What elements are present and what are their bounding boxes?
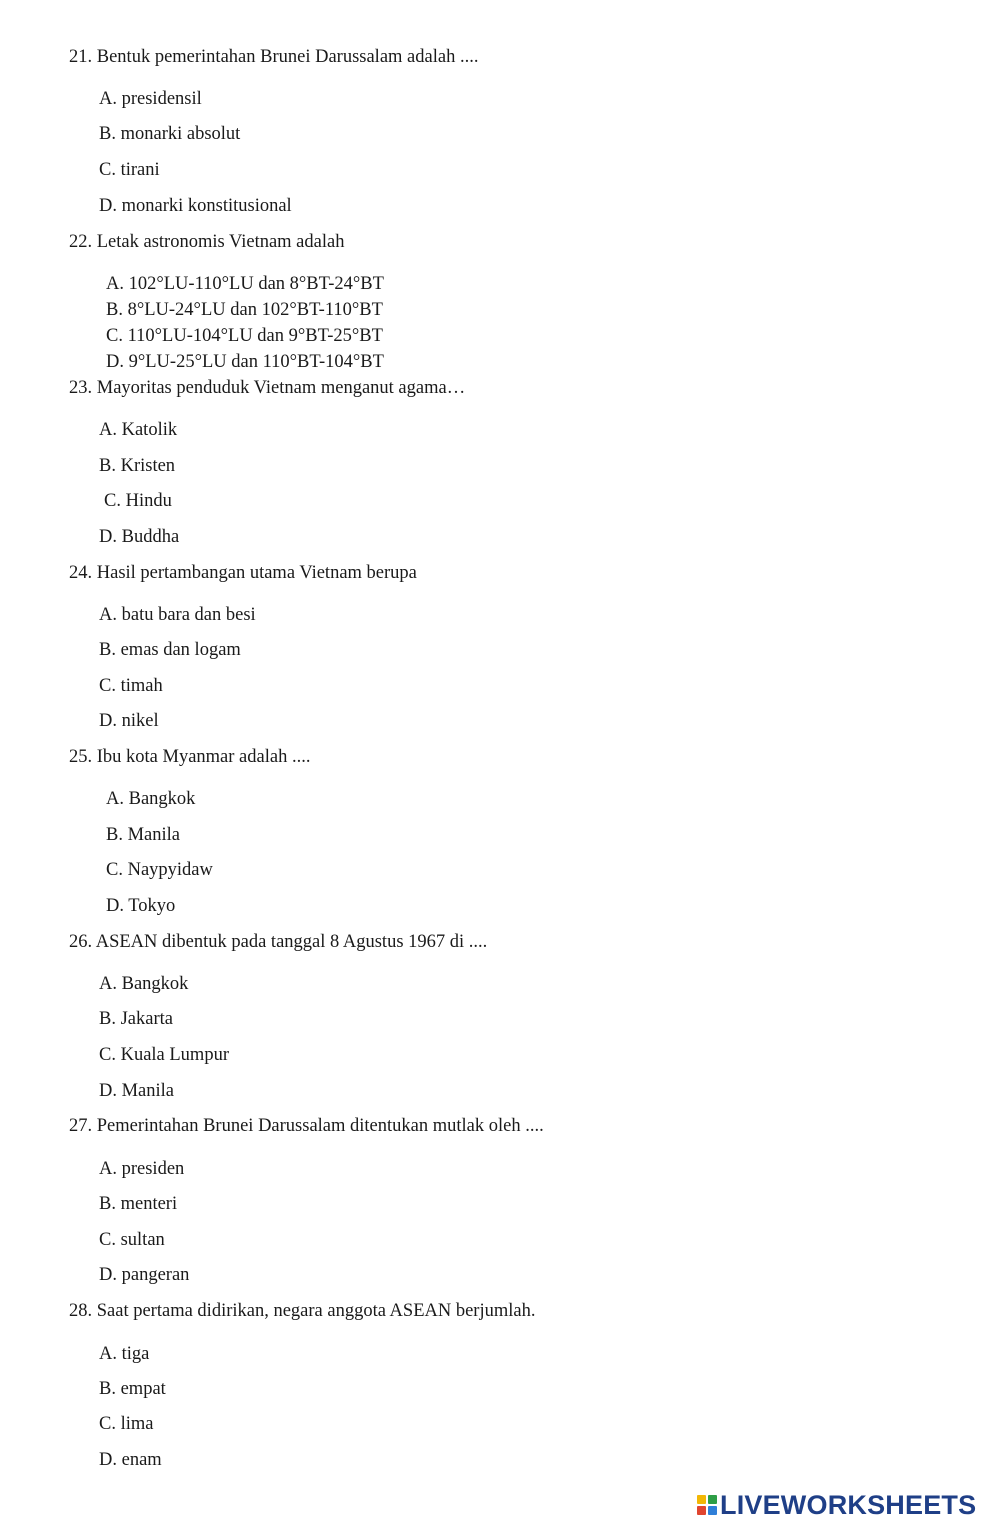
question-21-option-d[interactable]: D. monarki konstitusional	[99, 196, 292, 216]
question-24-option-c[interactable]: C. timah	[99, 676, 163, 696]
question-21-option-a[interactable]: A. presidensil	[99, 89, 202, 109]
question-22-option-a[interactable]: A. 102°LU-110°LU dan 8°BT-24°BT	[106, 274, 384, 294]
question-22-prompt: 22. Letak astronomis Vietnam adalah	[69, 232, 345, 252]
question-28-option-b[interactable]: B. empat	[99, 1379, 166, 1399]
question-23-option-d[interactable]: D. Buddha	[99, 527, 180, 547]
question-26-option-b[interactable]: B. Jakarta	[99, 1009, 173, 1029]
logo-text: LIVEWORKSHEETS	[720, 1490, 977, 1520]
question-26-option-c[interactable]: C. Kuala Lumpur	[99, 1045, 229, 1065]
logo-mark-tile	[708, 1495, 717, 1504]
question-24-option-b[interactable]: B. emas dan logam	[99, 640, 241, 660]
question-25-option-a[interactable]: A. Bangkok	[106, 789, 196, 809]
question-25-option-b[interactable]: B. Manila	[106, 825, 180, 845]
question-28-option-a[interactable]: A. tiga	[99, 1344, 150, 1364]
question-24-option-a[interactable]: A. batu bara dan besi	[99, 605, 256, 625]
question-21-prompt: 21. Bentuk pemerintahan Brunei Darussalam adalah ....	[69, 47, 479, 67]
question-26-option-d[interactable]: D. Manila	[99, 1081, 175, 1101]
question-27-option-b[interactable]: B. menteri	[99, 1194, 178, 1214]
question-24-option-d[interactable]: D. nikel	[99, 711, 159, 731]
question-22-option-b[interactable]: B. 8°LU-24°LU dan 102°BT-110°BT	[106, 300, 383, 320]
question-28-option-c[interactable]: C. lima	[99, 1414, 154, 1434]
question-21-option-b[interactable]: B. monarki absolut	[99, 124, 241, 144]
question-28-prompt: 28. Saat pertama didirikan, negara anggota ASEAN berjumlah.	[69, 1301, 536, 1321]
question-28-option-d[interactable]: D. enam	[99, 1450, 162, 1470]
question-25-option-c[interactable]: C. Naypyidaw	[106, 860, 213, 880]
logo-mark-tile	[708, 1506, 717, 1515]
question-25-option-d[interactable]: D. Tokyo	[106, 896, 176, 916]
logo-mark-tile	[697, 1506, 706, 1515]
question-21-option-c[interactable]: C. tirani	[99, 160, 160, 180]
question-26-option-a[interactable]: A. Bangkok	[99, 974, 189, 994]
question-23-prompt: 23. Mayoritas penduduk Vietnam menganut agama…	[69, 378, 466, 398]
logo-mark-tile	[697, 1495, 706, 1504]
liveworksheets-logo[interactable]	[697, 1491, 976, 1519]
question-24-prompt: 24. Hasil pertambangan utama Vietnam berupa	[69, 563, 417, 583]
question-22-option-c[interactable]: C. 110°LU-104°LU dan 9°BT-25°BT	[106, 326, 383, 346]
question-23-option-b[interactable]: B. Kristen	[99, 456, 176, 476]
question-27-prompt: 27. Pemerintahan Brunei Darussalam ditentukan mutlak oleh ....	[69, 1116, 544, 1136]
question-27-option-a[interactable]: A. presiden	[99, 1159, 185, 1179]
question-22-option-d[interactable]: D. 9°LU-25°LU dan 110°BT-104°BT	[106, 352, 384, 372]
question-23-option-a[interactable]: A. Katolik	[99, 420, 178, 440]
question-27-option-c[interactable]: C. sultan	[99, 1230, 165, 1250]
question-25-prompt: 25. Ibu kota Myanmar adalah ....	[69, 747, 311, 767]
question-26-prompt: 26. ASEAN dibentuk pada tanggal 8 Agustus 1967 di ....	[69, 932, 488, 952]
logo-mark-icon	[697, 1495, 717, 1515]
question-27-option-d[interactable]: D. pangeran	[99, 1265, 190, 1285]
question-23-option-c[interactable]: C. Hindu	[104, 491, 172, 511]
